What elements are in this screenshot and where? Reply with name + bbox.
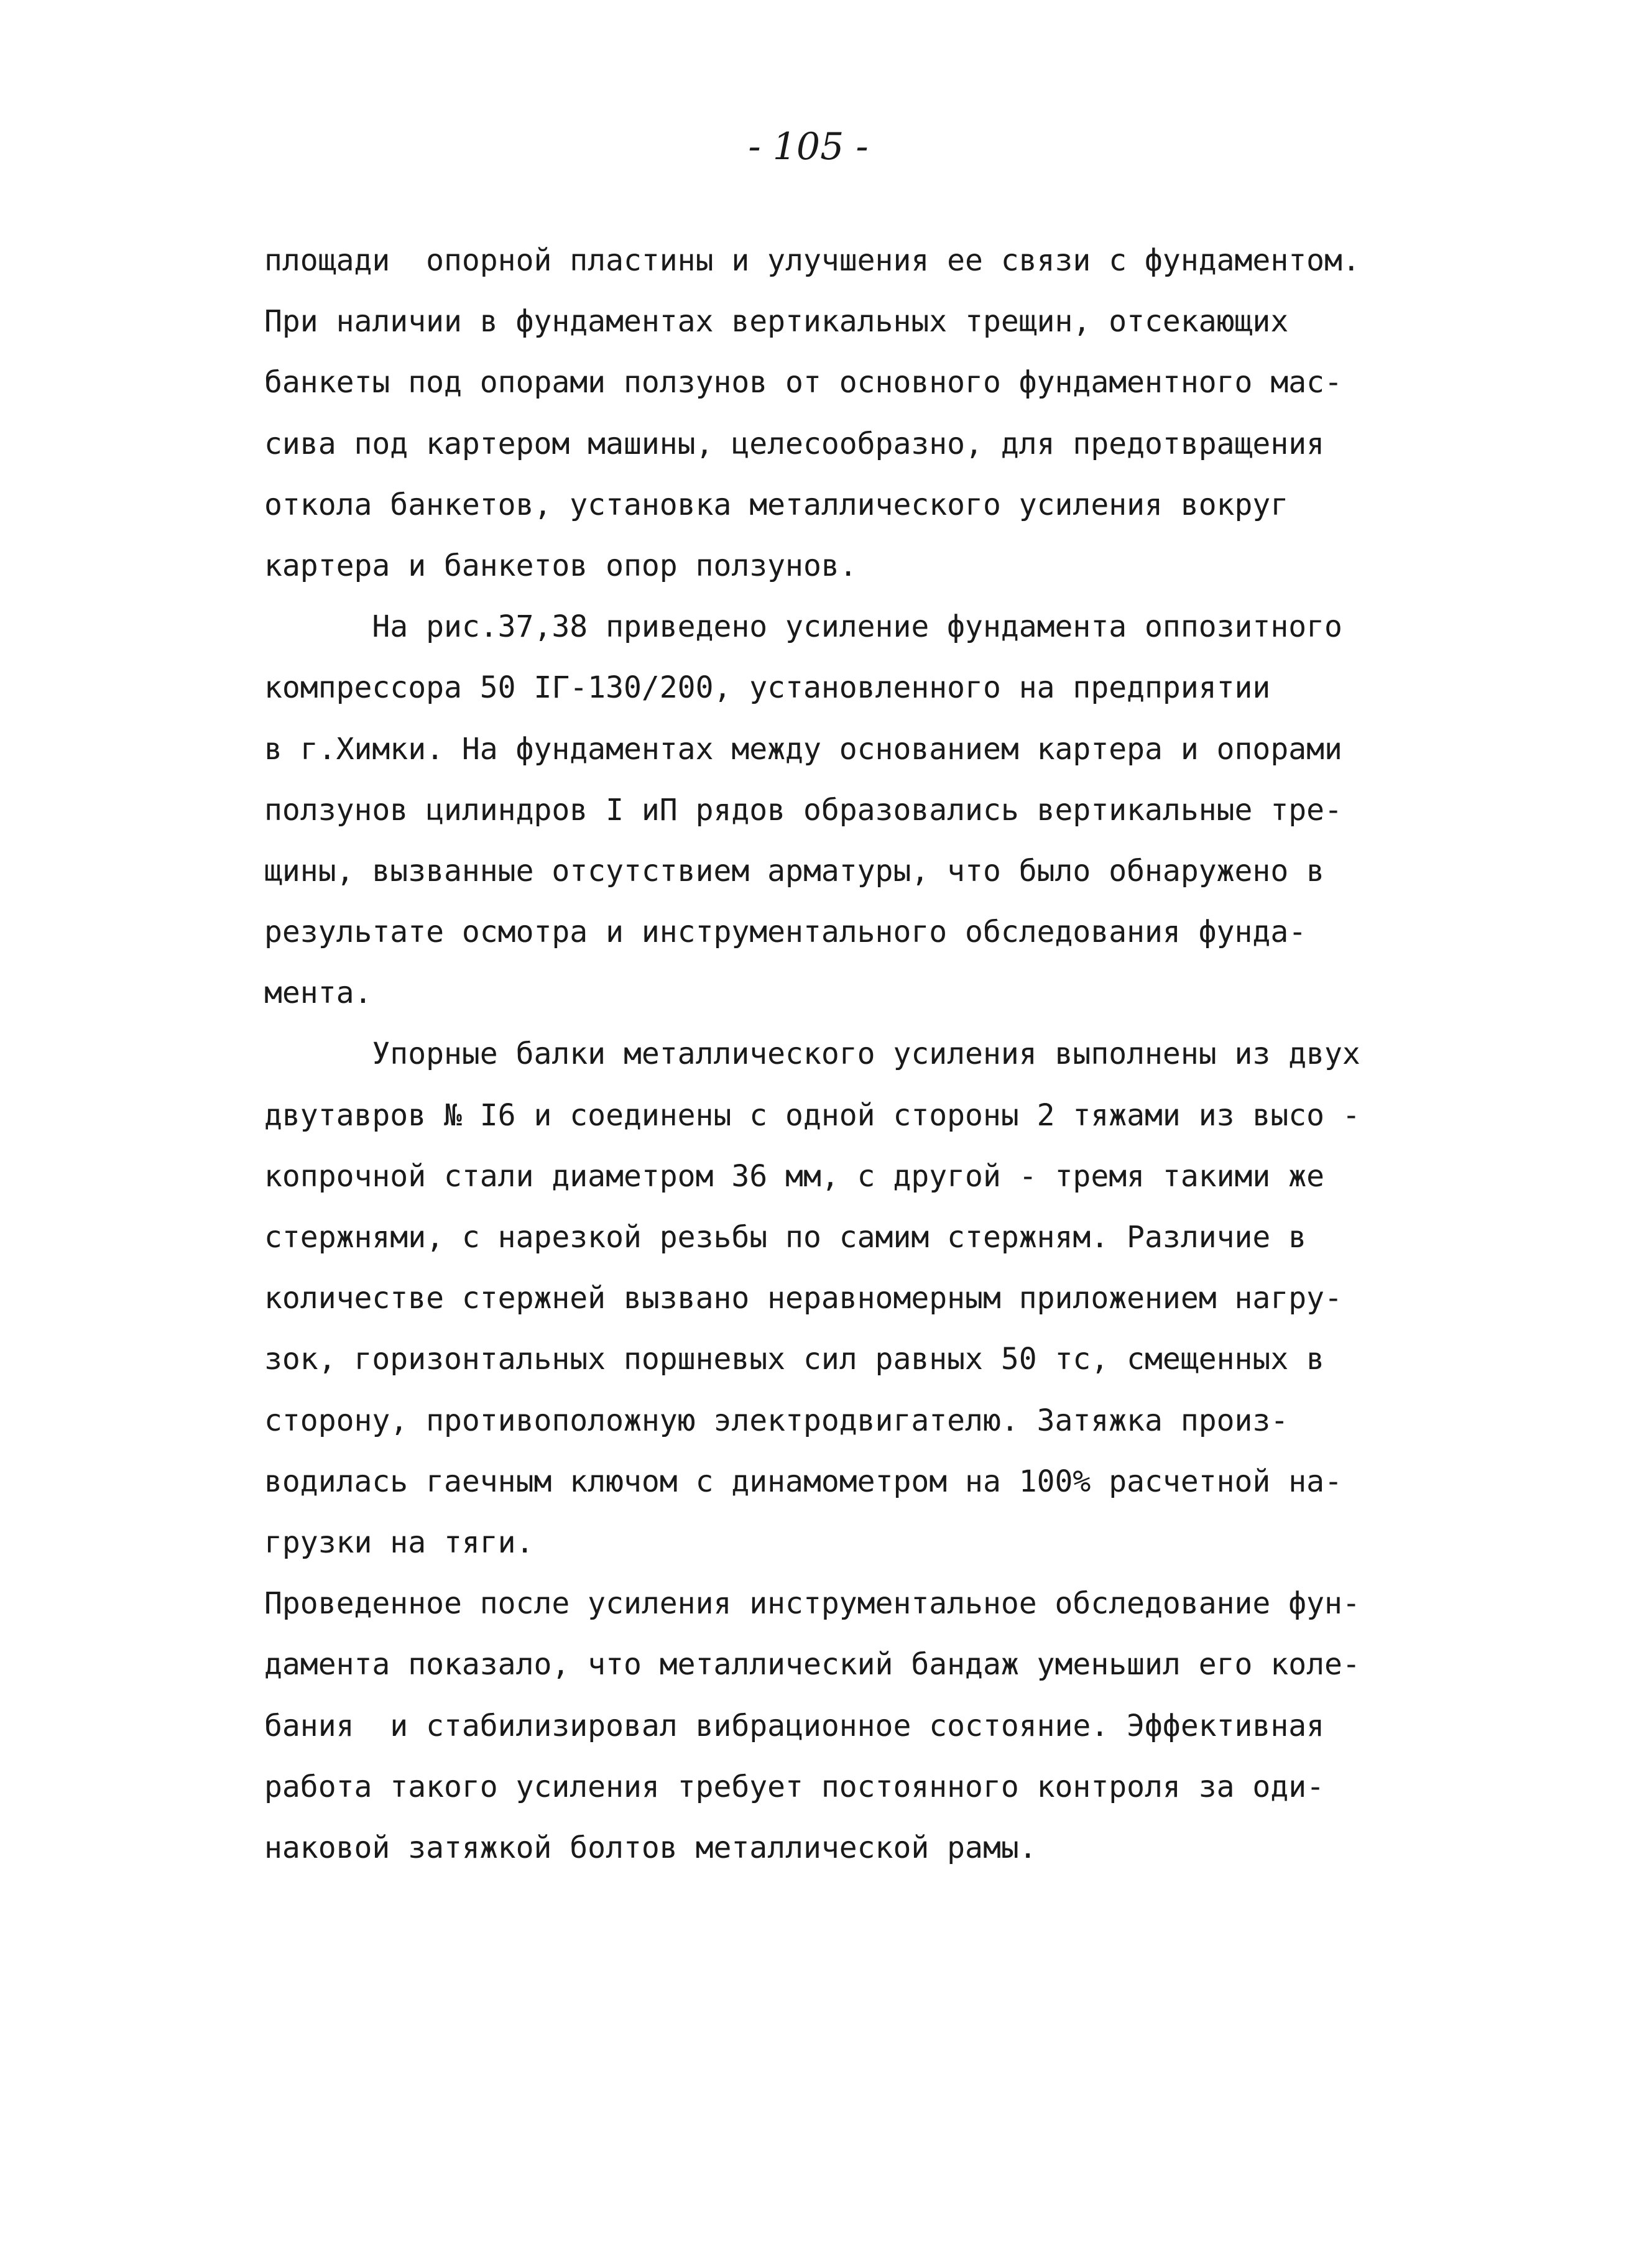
text-line: На рис.37,38 приведено усиление фундамента оппозитного (264, 609, 1342, 645)
text-line: в г.Химки. На фундаментах между основанием картера и опорами (264, 731, 1342, 767)
text-line: сива под картером машины, целесообразно, для предотвращения (264, 426, 1325, 461)
text-line: Проведенное после усиления инструментальное обследование фун- (264, 1586, 1360, 1622)
text-line: банкеты под опорами ползунов от основного фундаментного мас- (264, 365, 1342, 400)
text-line: ползунов цилиндров I иП рядов образовались вертикальные тре- (264, 792, 1342, 828)
text-line: площади опорной пластины и улучшения ее связи с фундаментом. (264, 243, 1360, 278)
text-line: наковой затяжкой болтов металлической рамы. (264, 1830, 1037, 1865)
text-line: стержнями, с нарезкой резьбы по самим стержням. Различие в (264, 1220, 1307, 1255)
text-line: картера и банкетов опор ползунов. (264, 548, 857, 583)
text-line: При наличии в фундаментах вертикальных трещин, отсекающих (264, 304, 1289, 339)
text-line: бания и стабилизировал вибрационное состояние. Эффективная (264, 1708, 1325, 1743)
text-line: Упорные балки металлического усиления выполнены из двух (264, 1036, 1360, 1072)
text-line: двутавров № I6 и соединены с одной стороны 2 тяжами из высо - (264, 1097, 1360, 1133)
text-line: грузки на тяги. (264, 1525, 534, 1560)
text-line: копрочной стали диаметром 36 мм, с другой - тремя такими же (264, 1158, 1325, 1194)
page-number: - 105 - (748, 125, 869, 168)
text-line: водилась гаечным ключом с динамометром на 100% расчетной на- (264, 1464, 1342, 1499)
text-line: откола банкетов, установка металлического усиления вокруг (264, 487, 1289, 522)
text-line: зок, горизонтальных поршневых сил равных 50 тс, смещенных в (264, 1342, 1325, 1377)
text-line: работа такого усиления требует постоянного контроля за оди- (264, 1769, 1325, 1804)
text-line: щины, вызванные отсутствием арматуры, что было обнаружено в (264, 853, 1325, 888)
body-text (264, 230, 1446, 1878)
text-line: сторону, противоположную электродвигателю. Затяжка произ- (264, 1403, 1289, 1438)
text-line: количестве стержней вызвано неравномерным приложением нагру- (264, 1281, 1342, 1316)
text-line: результате осмотра и инструментального обследования фунда- (264, 915, 1307, 950)
text-line: дамента показало, что металлический бандаж уменьшил его коле- (264, 1647, 1360, 1682)
text-line: компрессора 50 ІГ-130/200, установленного на предприятии (264, 670, 1271, 706)
text-line: мента. (264, 976, 372, 1011)
